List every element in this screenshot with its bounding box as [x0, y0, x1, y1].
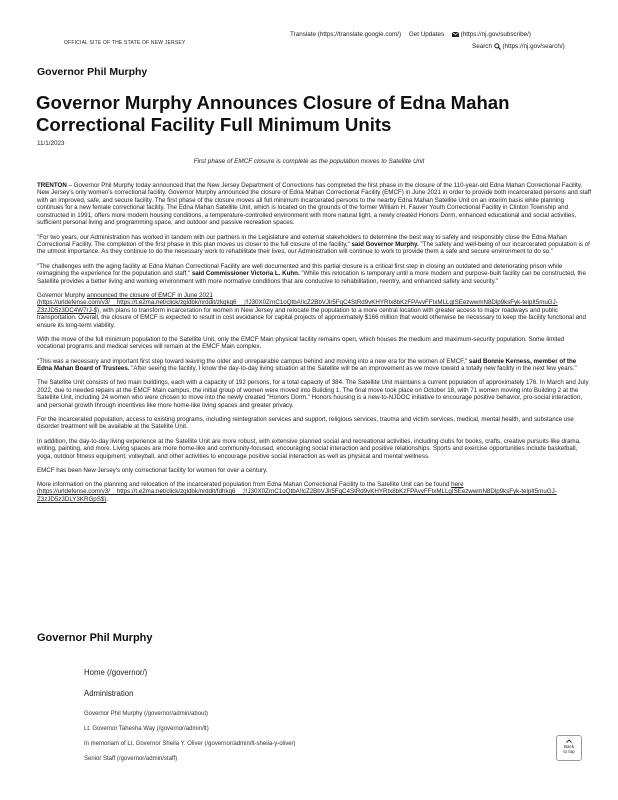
- back-to-top-label-2: to top: [563, 749, 575, 754]
- get-updates-link[interactable]: [409, 31, 537, 38]
- paragraph-1: [37, 182, 592, 227]
- quote-commissioner: "The challenges with the aging facility at Edna Mahan Correctional Facility are well documented and this partial closure is a critical first step in closing an outdated and deteriorating prison while reimagining the experience for the population and staff,": [37, 262, 563, 278]
- footer-link-lt-governor[interactable]: Lt. Governor Tahesha Way (/governor/admin/lt): [84, 726, 209, 732]
- more-info-url[interactable]: (https://urldefense.com/v3/__https://t.e2ma.net/click/zgldbk/nrddit/fdhkq6__;!!J30X0ZrnC1oQtbA!lcZ2BbVJlr5FqC4StRd9vKHYRtx8bKzFPAvvFFtxMLLgISEezwwmN8Dlp9ksFyk-telpIt5muGJ-Z3zJD5z3DLY3KRGpS$): [37, 488, 557, 503]
- article-body: [37, 182, 592, 510]
- utility-links: [290, 31, 543, 38]
- paragraph-10: EMCF has been New Jersey's only correctional facility for women for over a century.: [37, 466, 268, 474]
- closure-announcement-url[interactable]: (https://urldefense.com/v3/__https://t.e2ma.net/click/zgldbk/nrddit/zkqkq6__;!!J30X0ZrnC1oQtbA!lcZ2BbVJlr5FqC4StRd9vKHYRtx8bKzFPAvvFFtxMLLgISEezwwmN8Dlp9ksFyk-telpIt5muGJ-Z3zJD5z3DC4W7rJ-$): [37, 299, 558, 314]
- top-bar: [0, 0, 618, 60]
- translate-link[interactable]: Translate (https://translate.google.com/): [290, 31, 402, 38]
- back-to-top-label-1: Back: [563, 744, 574, 749]
- search-url: (https://nj.gov/search/): [502, 43, 565, 51]
- paragraph-4-text: , with plans to transform incarceration for women in New Jersey and relocate the population to a more central location with greater access to major roadways and public transportation. Overall, the closure of EMCF is expected to result in cost avoidance for capital projects of approximately $166 million that would otherwise be necessary to keep the facility functional and ensure its long-term viability.: [37, 306, 586, 329]
- paragraph-11-end: .: [106, 495, 109, 503]
- official-site-label: OFFICIAL SITE OF THE STATE OF NEW JERSEY: [64, 40, 186, 46]
- footer-link-memoriam[interactable]: In memoriam of Lt. Governor Sheila Y. Oliver (/governor/admin/lt-sheila-y-oliver): [84, 741, 296, 747]
- paragraph-4-pre: Governor Murphy: [37, 291, 87, 299]
- more-info-link[interactable]: here: [451, 481, 464, 489]
- paragraph-6: [37, 358, 592, 373]
- paragraph-2: [37, 234, 592, 256]
- quote-trustee-cont: "After seeing the facility, I know the day-to-day living situation at the Satellite will be an improvement as we move toward a totally new facility in the next few years.": [129, 365, 577, 373]
- quote-governor-cont: "The safety and well-being of our incarcerated population is of the utmost importance. As they continue to do the necessary work to rehabilitate their lives, our Administration will continue to work to provide them a safe and secure environment to do so.": [37, 240, 590, 256]
- footer-home-link[interactable]: Home (/governor/): [84, 668, 148, 677]
- footer-administration-heading: Administration: [84, 689, 134, 698]
- quote-trustee: "This was a necessary and important first step toward leaving the older and unrepairable campus behind and moving into a new era for the women of EMCF,": [37, 357, 468, 365]
- paragraph-5: With the move of the full minimum population to the Satellite Unit, only the EMCF Main physical facility remains open, which houses the medium and maximum-security population. Some limited vocational programs and medical services will remain at the EMCF Main complex.: [37, 335, 565, 351]
- quote-governor: "For two years, our Administration has worked in tandem with our partners in the Legislature and external stakeholders to determine the best way to safely and responsibly close the Edna Mahan Correctional Facility. The completion of the first phase in this plan moves us closer to the full closure of the facility,": [37, 233, 567, 248]
- closure-announcement-link[interactable]: announced the closure of EMCF in June 2021: [86, 291, 213, 299]
- envelope-icon: [452, 32, 459, 37]
- paragraph-1-text: – Governor Phil Murphy today announced that the New Jersey Department of Corrections has completed the first phase in the closure of the 110-year-old Edna Mahan Correctional Facility, New Jersey's only women's correctional facility. Governor Murphy announced the closure of Edna Mahan Correctional Facility (EMCF) in June 2021 in order to provide both incarcerated persons and staff with an improved, safe, and secure facility. The first phase of the closure moves all full minimum incarcerated persons to the nearby Edna Mahan Satellite Unit on an interim basis while planning continues for a new female correctional facility. The Edna Mahan Satellite Unit, which is located on the grounds of the former William H. Fauver Youth Correctional Facility in Clinton Township and constructed in 1991, offers more modern housing conditions, a temperature-controlled environment with more natural light, a newly created Honors Dorm, enhanced educational and social activities, sufficient personal living and programming space, and outdoor and passive recreation spaces.: [37, 182, 592, 227]
- magnifier-icon: [494, 43, 501, 50]
- article-subtitle: First phase of EMCF closure is complete as the population moves to Satellite Unit: [193, 158, 425, 165]
- get-updates-label: Get Updates: [408, 31, 445, 38]
- paragraph-11-pre: More information on the planning and relocation of the incarcerated population from Edna Mahan Correctional Facility to the Satellite Unit can be found: [37, 481, 452, 489]
- quote-commissioner-cont: "While this relocation is temporary until a more modern and purpose-built facility can be constructed, the Satellite provides a better living and working environment with more normative conditions that are conducive to rehabilitation, reentry, and enhanced safety and security.": [37, 270, 586, 285]
- dateline: TRENTON: [37, 182, 67, 189]
- paragraph-3: [37, 263, 592, 285]
- attribution-governor: said Governor Murphy.: [349, 240, 419, 248]
- chevron-up-icon: [566, 739, 572, 743]
- article-title: Governor Murphy Announces Closure of Edna Mahan Correctional Facility Full Minimum Units: [36, 92, 510, 135]
- paragraph-7: The Satellite Unit consists of two main buildings, each with a capacity of 192 persons, for a total capacity of 384. The Satellite Unit maintains a current population of approximately 176. In March and July 2022, due to needed repairs at the EMCF Main campus, the initial group of women were moved into Building 1. The final move took place on October 18, with 71 women moving into Building 2 at the Satellite Unit, including 24 women who were chosen to move into the newly created "Honors Dorm." Honors housing is a new-to-NJDOC initiative to encourage positive behavior, pro-social interaction, and personal growth through incentives like more home-like living spaces and greater privacy.: [37, 379, 589, 409]
- back-to-top-button[interactable]: [556, 735, 582, 761]
- paragraph-11: [37, 481, 592, 503]
- site-brand[interactable]: Governor Phil Murphy: [37, 66, 148, 78]
- get-updates-url: (https://nj.gov/subscribe/): [460, 31, 532, 38]
- footer-brand: Governor Phil Murphy: [37, 632, 153, 644]
- paragraph-9: In addition, the day-to-day living experience at the Satellite Unit are more robust, with extensive planned social and recreational activities, including clubs for books, crafts, creative pursuits like drama, writing, painting, and more. Living spaces are more home-like and community-focused, encouraging social interaction and positive relationships. Sports and exercise opportunities include basketball, yoga, outdoor fitness equipment, volleyball, and other activities to encourage positive social interaction as well as physical and mental wellness.: [37, 437, 581, 460]
- footer-link-governor[interactable]: Governor Phil Murphy (/governor/admin/about): [84, 711, 209, 717]
- paragraph-4: [37, 292, 592, 329]
- attribution-trustee: said Bonnie Kerness, member of the Edna Mahan Board of Trustees.: [37, 357, 577, 373]
- attribution-commissioner: said Commissioner Victoria L. Kuhn.: [190, 270, 300, 278]
- paragraph-8: For the incarcerated population, access to existing programs, including reintegration services and support, religious services, trauma and victim services, medical, mental health, and substance use disorder treatment will be available at the Satellite Unit.: [37, 415, 574, 431]
- article-date: 11/1/2023: [37, 140, 65, 147]
- footer-link-senior-staff[interactable]: Senior Staff (/governor/admin/staff): [84, 756, 178, 762]
- search-label: Search: [472, 43, 492, 51]
- search-link[interactable]: [472, 43, 565, 50]
